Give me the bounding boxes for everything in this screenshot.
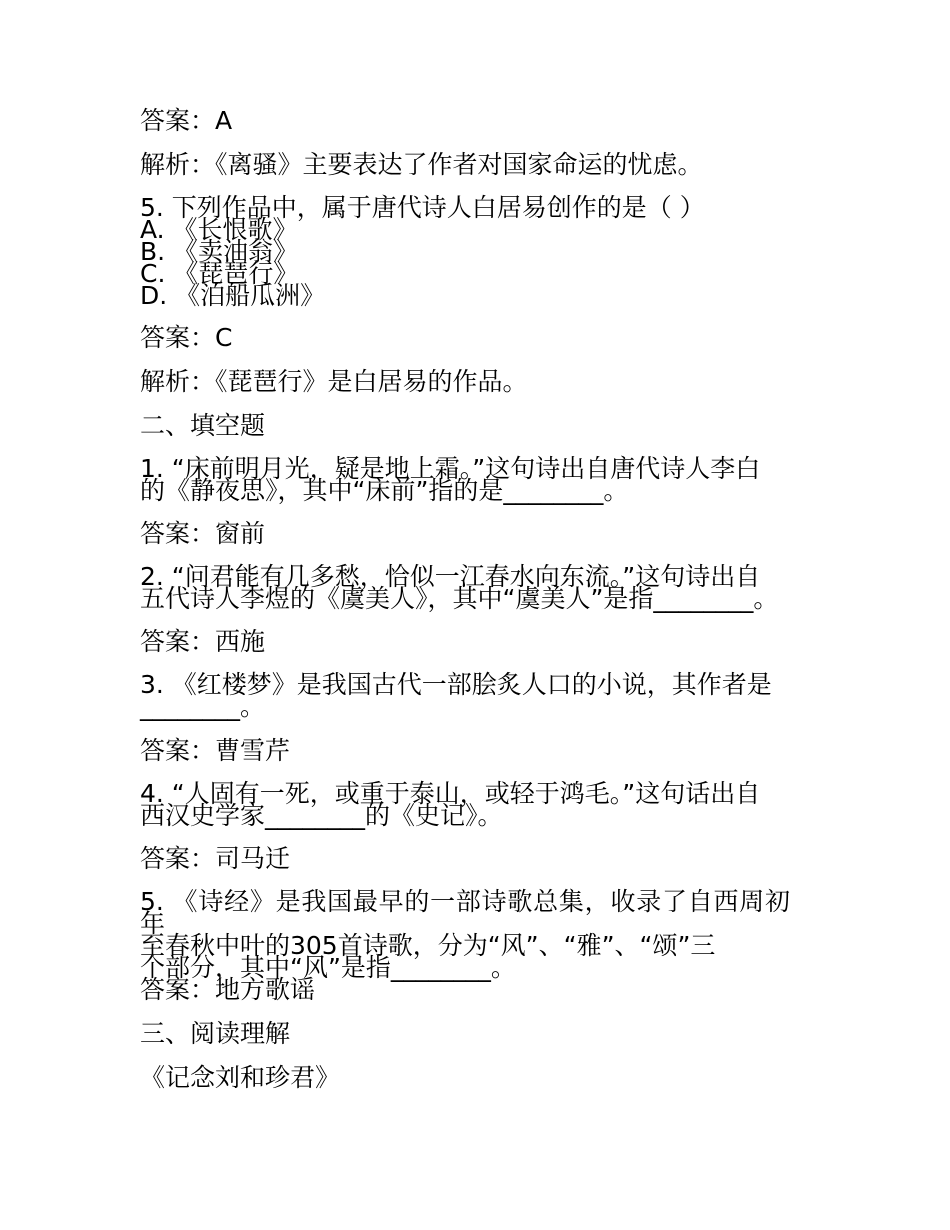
fill-question-3-line-1: 3. 《红楼梦》是我国古代一部脍炙人口的小说，其作者是 [140, 670, 772, 699]
option-b: B. 《卖油翁》 [140, 237, 299, 266]
fill-answer-1: 答案：窗前 [140, 519, 266, 548]
fill-question-4 [140, 779, 790, 830]
section-heading-fill-in: 二、填空题 [140, 411, 266, 440]
reading-passage-title: 《记念刘和珍君》 [140, 1063, 341, 1092]
question-5 [140, 193, 790, 310]
fill-question-4-line-2: 西汉史学家________的《史记》。 [140, 801, 503, 830]
option-d: D. 《泊船瓜洲》 [140, 281, 326, 310]
fill-question-1-line-2: 的《静夜思》，其中“床前”指的是________。 [140, 476, 629, 505]
fill-question-2-line-2: 五代诗人李煜的《虞美人》，其中“虞美人”是指________。 [140, 584, 779, 613]
fill-question-5-line-2: 至春秋中叶的305首诗歌，分为“风”、“雅”、“颂”三 [140, 931, 716, 960]
option-c: C. 《琵琶行》 [140, 259, 299, 288]
fill-answer-5: 答案：地方歌谣 [140, 975, 316, 1004]
fill-question-5-line-3: 个部分，其中“风”是指________。 [140, 953, 516, 982]
explanation-q4: 解析：《离骚》主要表达了作者对国家命运的忧虑。 [140, 150, 703, 179]
fill-question-1 [140, 454, 790, 505]
option-a: A. 《长恨歌》 [140, 215, 298, 244]
answer-q5: 答案：C [140, 323, 233, 352]
fill-question-2-line-1: 2. “问君能有几多愁，恰似一江春水向东流。”这句诗出自 [140, 562, 761, 591]
fill-question-4-line-1: 4. “人固有一死，或重于泰山，或轻于鸿毛。”这句话出自 [140, 779, 761, 808]
answer-q4: 答案：A [140, 106, 233, 135]
fill-answer-3: 答案：曹雪芹 [140, 736, 291, 765]
fill-question-5 [140, 887, 790, 982]
fill-question-2 [140, 562, 790, 613]
fill-question-5-line-1: 5. 《诗经》是我国最早的一部诗歌总集，收录了自西周初年 [140, 887, 790, 938]
fill-question-1-line-1: 1. “床前明月光，疑是地上霜。”这句诗出自唐代诗人李白 [140, 454, 761, 483]
fill-answer-2: 答案：西施 [140, 627, 266, 656]
question-5-stem: 5. 下列作品中，属于唐代诗人白居易创作的是（ ） [140, 193, 705, 222]
fill-question-3 [140, 670, 790, 721]
fill-answer-4: 答案：司马迁 [140, 844, 291, 873]
section-heading-reading: 三、阅读理解 [140, 1019, 291, 1048]
explanation-q5: 解析：《琵琶行》是白居易的作品。 [140, 367, 528, 396]
fill-question-3-line-2: ________。 [140, 692, 266, 721]
